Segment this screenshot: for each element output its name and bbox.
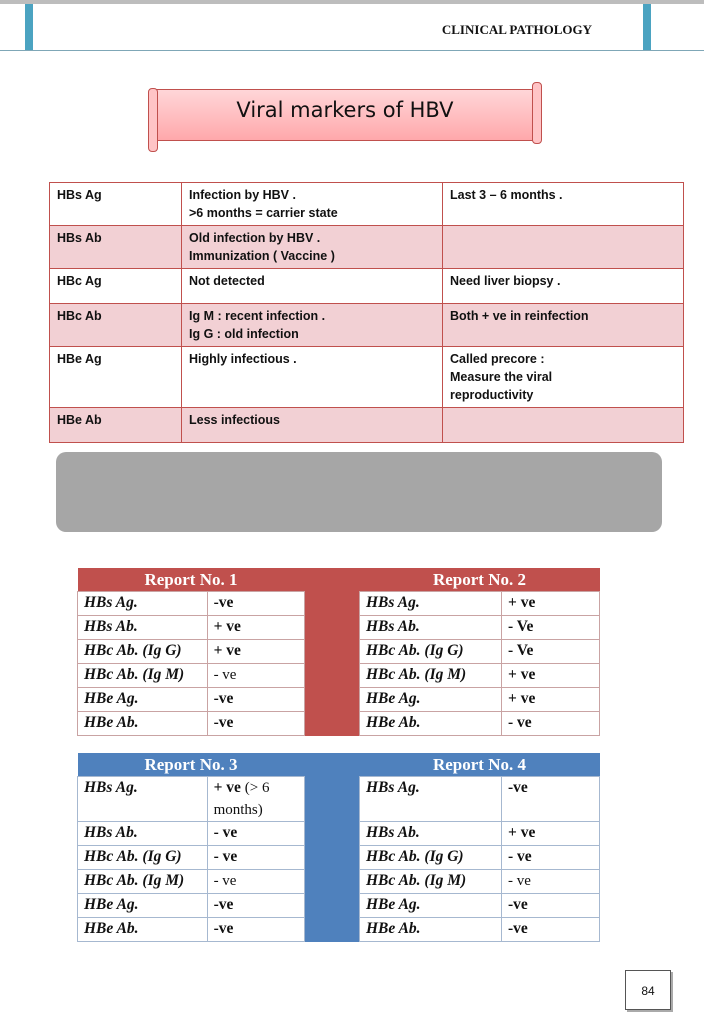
- page-number: 84: [625, 970, 671, 1010]
- report-row: [78, 846, 600, 870]
- report-label: HBc Ab. (Ig G): [78, 846, 208, 870]
- marker-row: [50, 226, 684, 269]
- marker-meaning: Ig G : old infection: [189, 327, 299, 341]
- marker-row: [50, 269, 684, 304]
- report-row: [78, 822, 600, 846]
- report-row: [78, 894, 600, 918]
- marker-row: [50, 347, 684, 408]
- report-label: HBe Ag.: [360, 688, 502, 712]
- report-label: HBc Ab. (Ig G): [360, 640, 502, 664]
- marker-name: HBs Ab: [57, 231, 102, 245]
- report-label: HBe Ag.: [360, 894, 502, 918]
- report-value: -ve: [207, 592, 304, 616]
- report-label: HBc Ab. (Ig M): [360, 664, 502, 688]
- report-row: [78, 688, 600, 712]
- top-bar: [0, 0, 704, 4]
- report-value: -ve: [207, 712, 304, 736]
- header-bar-left: [25, 4, 33, 51]
- report-value: - ve: [502, 846, 600, 870]
- report-divider: [305, 712, 360, 736]
- report-label: HBe Ab.: [78, 712, 208, 736]
- report-label: HBs Ag.: [78, 777, 208, 822]
- marker-note: reproductivity: [450, 388, 534, 402]
- report-value: -ve: [502, 894, 600, 918]
- report-label: HBs Ab.: [78, 616, 208, 640]
- report-value: - Ve: [502, 640, 600, 664]
- report-label: HBs Ab.: [360, 616, 502, 640]
- header-bar-right: [643, 4, 651, 51]
- viral-markers-table: [49, 182, 684, 443]
- report-divider: [305, 640, 360, 664]
- report-divider: [305, 846, 360, 870]
- marker-meaning: Old infection by HBV .: [189, 231, 321, 245]
- report-row: [78, 664, 600, 688]
- report-header-row: [78, 753, 600, 777]
- report-divider: [305, 918, 360, 942]
- report-title: Report No. 3: [78, 753, 305, 777]
- report-divider: [305, 592, 360, 616]
- marker-row: [50, 304, 684, 347]
- report-value: + ve: [502, 822, 600, 846]
- report-row: [78, 712, 600, 736]
- report-label: HBe Ab.: [78, 918, 208, 942]
- report-row: [78, 592, 600, 616]
- report-value: -ve: [207, 918, 304, 942]
- report-row: [78, 918, 600, 942]
- report-value: -ve: [502, 777, 600, 822]
- marker-meaning: Highly infectious .: [189, 352, 297, 366]
- report-label: HBe Ag.: [78, 894, 208, 918]
- report-value: - ve: [207, 664, 304, 688]
- report-title: Report No. 1: [78, 568, 305, 592]
- report-divider: [305, 870, 360, 894]
- report-row: [78, 777, 600, 822]
- marker-meaning: Immunization ( Vaccine ): [189, 249, 335, 263]
- report-row: [78, 616, 600, 640]
- report-value: + ve: [502, 592, 600, 616]
- report-value: + ve: [207, 640, 304, 664]
- report-divider: [305, 777, 360, 822]
- marker-note: Need liver biopsy .: [450, 274, 561, 288]
- report-label: HBe Ag.: [78, 688, 208, 712]
- marker-note: Called precore :: [450, 352, 545, 366]
- report-value: + ve: [502, 664, 600, 688]
- marker-row: [50, 408, 684, 443]
- report-label: HBc Ab. (Ig G): [360, 846, 502, 870]
- report-value: - ve: [207, 822, 304, 846]
- report-value: - ve: [207, 870, 304, 894]
- report-title: Report No. 4: [360, 753, 600, 777]
- report-label: HBs Ab.: [78, 822, 208, 846]
- running-header: CLINICAL PATHOLOGY: [441, 22, 592, 37]
- report-header-row: [78, 568, 600, 592]
- reports-1-2-table: [77, 568, 600, 736]
- marker-name: HBe Ab: [57, 413, 102, 427]
- report-value: + ve: [502, 688, 600, 712]
- marker-name: HBs Ag: [57, 188, 102, 202]
- marker-row: [50, 183, 684, 226]
- report-value: - ve: [502, 712, 600, 736]
- report-value: - ve: [502, 870, 600, 894]
- report-label: HBs Ag.: [78, 592, 208, 616]
- report-row: [78, 640, 600, 664]
- report-divider: [305, 664, 360, 688]
- report-value: -ve: [207, 688, 304, 712]
- marker-note: Measure the viral: [450, 370, 553, 384]
- reports-3-4-table: [77, 753, 600, 942]
- banner-title: Viral markers of HBV: [236, 98, 454, 122]
- report-label: HBc Ab. (Ig M): [78, 870, 208, 894]
- report-divider: [305, 822, 360, 846]
- marker-note: Last 3 – 6 months .: [450, 188, 563, 202]
- report-label: HBc Ab. (Ig M): [78, 664, 208, 688]
- report-label: HBe Ab.: [360, 712, 502, 736]
- report-label: HBs Ag.: [360, 777, 502, 822]
- report-value: - ve: [207, 846, 304, 870]
- report-divider: [305, 894, 360, 918]
- header-rule: [0, 50, 704, 51]
- report-label: HBc Ab. (Ig M): [360, 870, 502, 894]
- marker-meaning: Infection by HBV .: [189, 188, 296, 202]
- marker-name: HBc Ag: [57, 274, 102, 288]
- report-value-note: (> 6 months): [213, 780, 270, 818]
- marker-meaning: Ig M : recent infection .: [189, 309, 326, 323]
- marker-name: HBc Ab: [57, 309, 102, 323]
- section-banner: [152, 89, 538, 141]
- report-row: [78, 870, 600, 894]
- report-label: HBe Ab.: [360, 918, 502, 942]
- report-value: -ve: [207, 894, 304, 918]
- report-divider: [305, 688, 360, 712]
- report-label: HBc Ab. (Ig G): [78, 640, 208, 664]
- marker-meaning: Not detected: [189, 274, 265, 288]
- report-title: Report No. 2: [360, 568, 600, 592]
- report-value: - Ve: [502, 616, 600, 640]
- gray-panel: [56, 452, 662, 532]
- report-divider: [305, 616, 360, 640]
- marker-name: HBe Ag: [57, 352, 102, 366]
- marker-meaning: Less infectious: [189, 413, 280, 427]
- report-value: + ve: [207, 616, 304, 640]
- marker-meaning: >6 months = carrier state: [189, 206, 338, 220]
- report-value: -ve: [502, 918, 600, 942]
- report-label: HBs Ab.: [360, 822, 502, 846]
- report-label: HBs Ag.: [360, 592, 502, 616]
- marker-note: Both + ve in reinfection: [450, 309, 589, 323]
- report-value: + ve (> 6 months): [207, 777, 304, 822]
